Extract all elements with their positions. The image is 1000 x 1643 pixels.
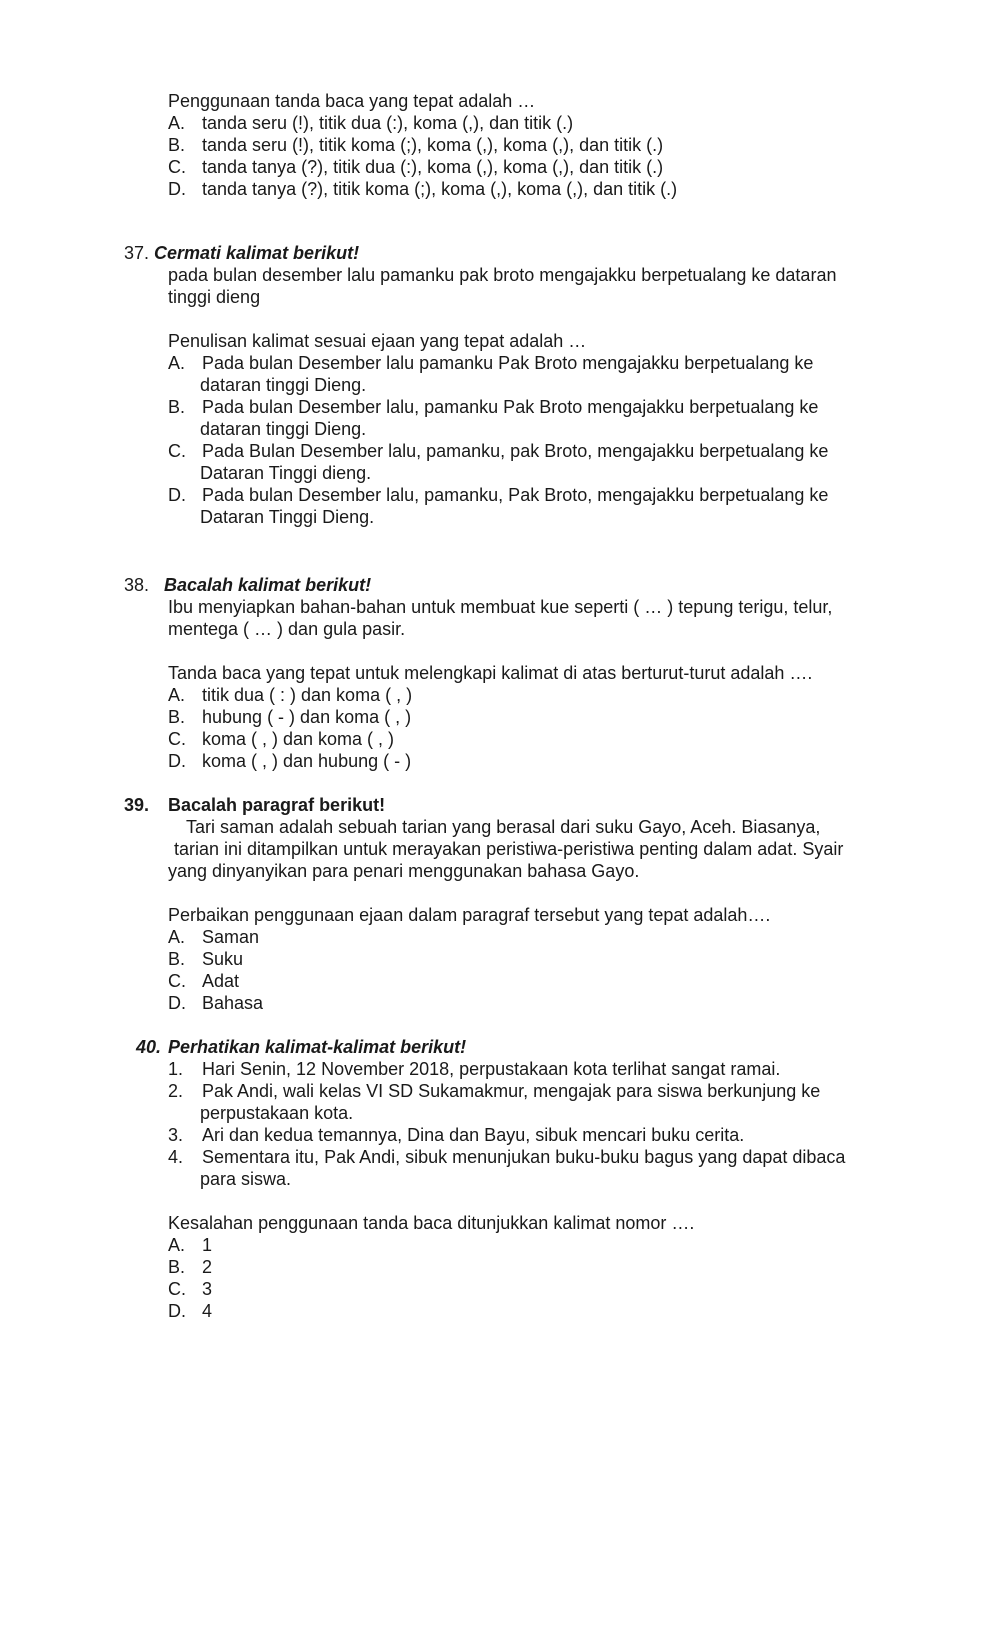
q37-option-letter: D.: [168, 485, 186, 505]
q36-option-letter: C.: [168, 157, 186, 177]
q39-option-a: Saman: [202, 927, 260, 947]
q38-option-c: koma ( , ) dan koma ( , ): [202, 729, 395, 749]
q39-option-letter: C.: [168, 971, 186, 991]
q40-sentence-4-cont: para siswa.: [200, 1169, 292, 1189]
q39-option-letter: D.: [168, 993, 186, 1013]
q36-option-d: tanda tanya (?), titik koma (;), koma (,), koma (,), dan titik (.): [202, 179, 678, 199]
q36-prompt: Penggunaan tanda baca yang tepat adalah …: [168, 91, 536, 111]
q38-number: 38.: [124, 575, 150, 595]
q40-sentence-3: Ari dan kedua temannya, Dina dan Bayu, sibuk mencari buku cerita.: [202, 1125, 745, 1145]
q40-option-c: 3: [202, 1279, 213, 1299]
q37-option-letter: A.: [168, 353, 186, 373]
q38-heading: Bacalah kalimat berikut!: [164, 575, 372, 595]
q40-sentence-2-cont: perpustakaan kota.: [200, 1103, 354, 1123]
q37-option-b: Pada bulan Desember lalu, pamanku Pak Broto mengajakku berpetualang ke: [202, 397, 819, 417]
q38-prompt: Tanda baca yang tepat untuk melengkapi kalimat di atas berturut-turut adalah ….: [168, 663, 813, 683]
q37-option-d: Pada bulan Desember lalu, pamanku, Pak Broto, mengajakku berpetualang ke: [202, 485, 829, 505]
q40-option-b: 2: [202, 1257, 213, 1277]
q36-option-b: tanda seru (!), titik koma (;), koma (,), koma (,), dan titik (.): [202, 135, 664, 155]
q39-prompt: Perbaikan penggunaan ejaan dalam paragraf tersebut yang tepat adalah….: [168, 905, 771, 925]
q40-sentence-4: Sementara itu, Pak Andi, sibuk menunjukan buku-buku bagus yang dapat dibaca: [202, 1147, 846, 1167]
q40-sentence-number: 2.: [168, 1081, 184, 1101]
q40-heading: Perhatikan kalimat-kalimat berikut!: [168, 1037, 467, 1057]
q39-passage-line: tarian ini ditampilkan untuk merayakan peristiwa-peristiwa penting dalam adat. Syair: [174, 839, 844, 859]
q40-sentence-number: 4.: [168, 1147, 184, 1167]
q37-option-d-cont: Dataran Tinggi Dieng.: [200, 507, 375, 527]
q37-number: 37.: [124, 243, 150, 263]
q39-option-c: Adat: [202, 971, 240, 991]
q38-option-letter: D.: [168, 751, 186, 771]
q38-option-letter: A.: [168, 685, 186, 705]
q38-option-d: koma ( , ) dan hubung ( - ): [202, 751, 412, 771]
q38-option-letter: C.: [168, 729, 186, 749]
q39-heading: Bacalah paragraf berikut!: [168, 795, 386, 815]
q40-sentence-2: Pak Andi, wali kelas VI SD Sukamakmur, mengajak para siswa berkunjung ke: [202, 1081, 821, 1101]
q37-option-c: Pada Bulan Desember lalu, pamanku, pak Broto, mengajakku berpetualang ke: [202, 441, 829, 461]
q39-option-letter: A.: [168, 927, 186, 947]
q37-heading: Cermati kalimat berikut!: [154, 243, 360, 263]
q40-option-d: 4: [202, 1301, 213, 1321]
q38-option-letter: B.: [168, 707, 186, 727]
q38-option-b: hubung ( - ) dan koma ( , ): [202, 707, 412, 727]
q40-sentence-number: 1.: [168, 1059, 184, 1079]
q37-prompt: Penulisan kalimat sesuai ejaan yang tepat adalah …: [168, 331, 587, 351]
q40-number: 40.: [136, 1037, 162, 1057]
q36-option-letter: B.: [168, 135, 186, 155]
q37-option-a-cont: dataran tinggi Dieng.: [200, 375, 367, 395]
q39-option-letter: B.: [168, 949, 186, 969]
q40-option-letter: B.: [168, 1257, 186, 1277]
q36-option-letter: A.: [168, 113, 186, 133]
q37-option-c-cont: Dataran Tinggi dieng.: [200, 463, 372, 483]
q37-passage-line: pada bulan desember lalu pamanku pak broto mengajakku berpetualang ke dataran: [168, 265, 837, 285]
q39-number: 39.: [124, 795, 150, 815]
q40-sentence-number: 3.: [168, 1125, 184, 1145]
q37-option-b-cont: dataran tinggi Dieng.: [200, 419, 367, 439]
q36-option-c: tanda tanya (?), titik dua (:), koma (,), koma (,), dan titik (.): [202, 157, 664, 177]
q36-option-letter: D.: [168, 179, 186, 199]
q37-option-a: Pada bulan Desember lalu pamanku Pak Broto mengajakku berpetualang ke: [202, 353, 814, 373]
q37-option-letter: C.: [168, 441, 186, 461]
q40-option-a: 1: [202, 1235, 213, 1255]
q40-option-letter: C.: [168, 1279, 186, 1299]
q39-passage-line: Tari saman adalah sebuah tarian yang berasal dari suku Gayo, Aceh. Biasanya,: [186, 817, 821, 837]
q40-option-letter: A.: [168, 1235, 186, 1255]
q36-option-a: tanda seru (!), titik dua (:), koma (,), dan titik (.): [202, 113, 574, 133]
q38-option-a: titik dua ( : ) dan koma ( , ): [202, 685, 413, 705]
q39-option-d: Bahasa: [202, 993, 264, 1013]
q40-sentence-1: Hari Senin, 12 November 2018, perpustakaan kota terlihat sangat ramai.: [202, 1059, 781, 1079]
q40-prompt: Kesalahan penggunaan tanda baca ditunjukkan kalimat nomor ….: [168, 1213, 695, 1233]
q40-option-letter: D.: [168, 1301, 186, 1321]
q38-passage-line: mentega ( … ) dan gula pasir.: [168, 619, 406, 639]
q37-passage-line: tinggi dieng: [168, 287, 261, 307]
q37-option-letter: B.: [168, 397, 186, 417]
q39-option-b: Suku: [202, 949, 244, 969]
q39-passage-line: yang dinyanyikan para penari menggunakan bahasa Gayo.: [168, 861, 640, 881]
q38-passage-line: Ibu menyiapkan bahan-bahan untuk membuat kue seperti ( … ) tepung terigu, telur,: [168, 597, 833, 617]
